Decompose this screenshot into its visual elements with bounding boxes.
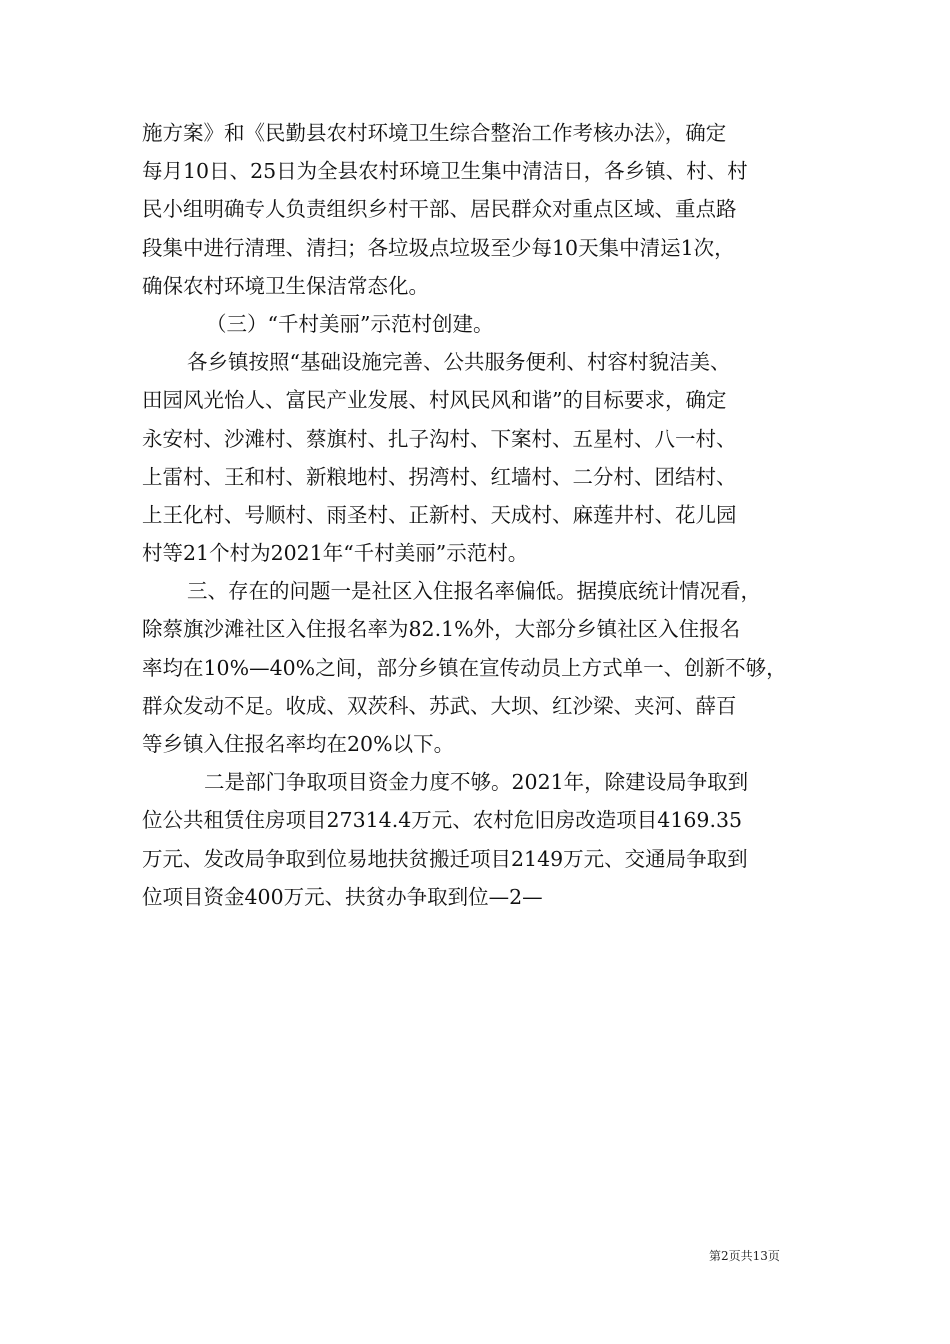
- text-line: 万元、发改局争取到位易地扶贫搬迁项目2149万元、交通局争取到: [142, 846, 748, 871]
- text-line: 位项目资金400万元、扶贫办争取到位—2—: [142, 884, 543, 909]
- text-line: 上王化村、号顺村、雨圣村、正新村、天成村、麻莲井村、花儿园: [142, 502, 737, 527]
- text-line: 施方案》和《民勤县农村环境卫生综合整治工作考核办法》，确定: [142, 121, 727, 145]
- text-line: 群众发动不足。收成、双茨科、苏武、大坝、红沙梁、夹河、薛百: [142, 693, 737, 718]
- text-line: 永安村、沙滩村、蔡旗村、扎子沟村、下案村、五星村、八一村、: [142, 426, 737, 451]
- text-line: 田园风光怡人、富民产业发展、村风民风和谐”的目标要求，确定: [142, 388, 727, 413]
- text-line: 除蔡旗沙滩社区入住报名率为82.1%外，大部分乡镇社区入住报名: [142, 617, 741, 642]
- page-number: 第2页共13页: [709, 1249, 780, 1263]
- section-heading: （三）“千村美丽”示范村创建。: [206, 311, 494, 336]
- text-line: 三、存在的问题一是社区入住报名率偏低。据摸底统计情况看，: [187, 579, 761, 604]
- text-line: 率均在10%—40%之间，部分乡镇在宣传动员上方式单一、创新不够，: [142, 655, 787, 680]
- text-line: 等乡镇入住报名率均在20%以下。: [142, 732, 455, 756]
- body-text: [142, 114, 814, 916]
- text-line: 上雷村、王和村、新粮地村、拐湾村、红墙村、二分村、团结村、: [142, 464, 737, 489]
- text-line: 段集中进行清理、清扫；各垃圾点垃圾至少每10天集中清运1次，: [142, 235, 735, 260]
- text-line: 村等21个村为2021年“千村美丽”示范村。: [142, 541, 529, 566]
- text-line: 每月10日、25日为全县农村环境卫生集中清洁日，各乡镇、村、村: [142, 159, 748, 184]
- text-line: 确保农村环境卫生保洁常态化。: [142, 273, 429, 298]
- text-line: 位公共租赁住房项目27314.4万元、农村危旧房改造项目4169.35: [142, 808, 743, 833]
- text-line: 民小组明确专人负责组织乡村干部、居民群众对重点区域、重点路: [142, 197, 737, 222]
- text-line: 各乡镇按照“基础设施完善、公共服务便利、村容村貌洁美、: [187, 350, 731, 375]
- text-line: 二是部门争取项目资金力度不够。2021年，除建设局争取到: [204, 770, 749, 795]
